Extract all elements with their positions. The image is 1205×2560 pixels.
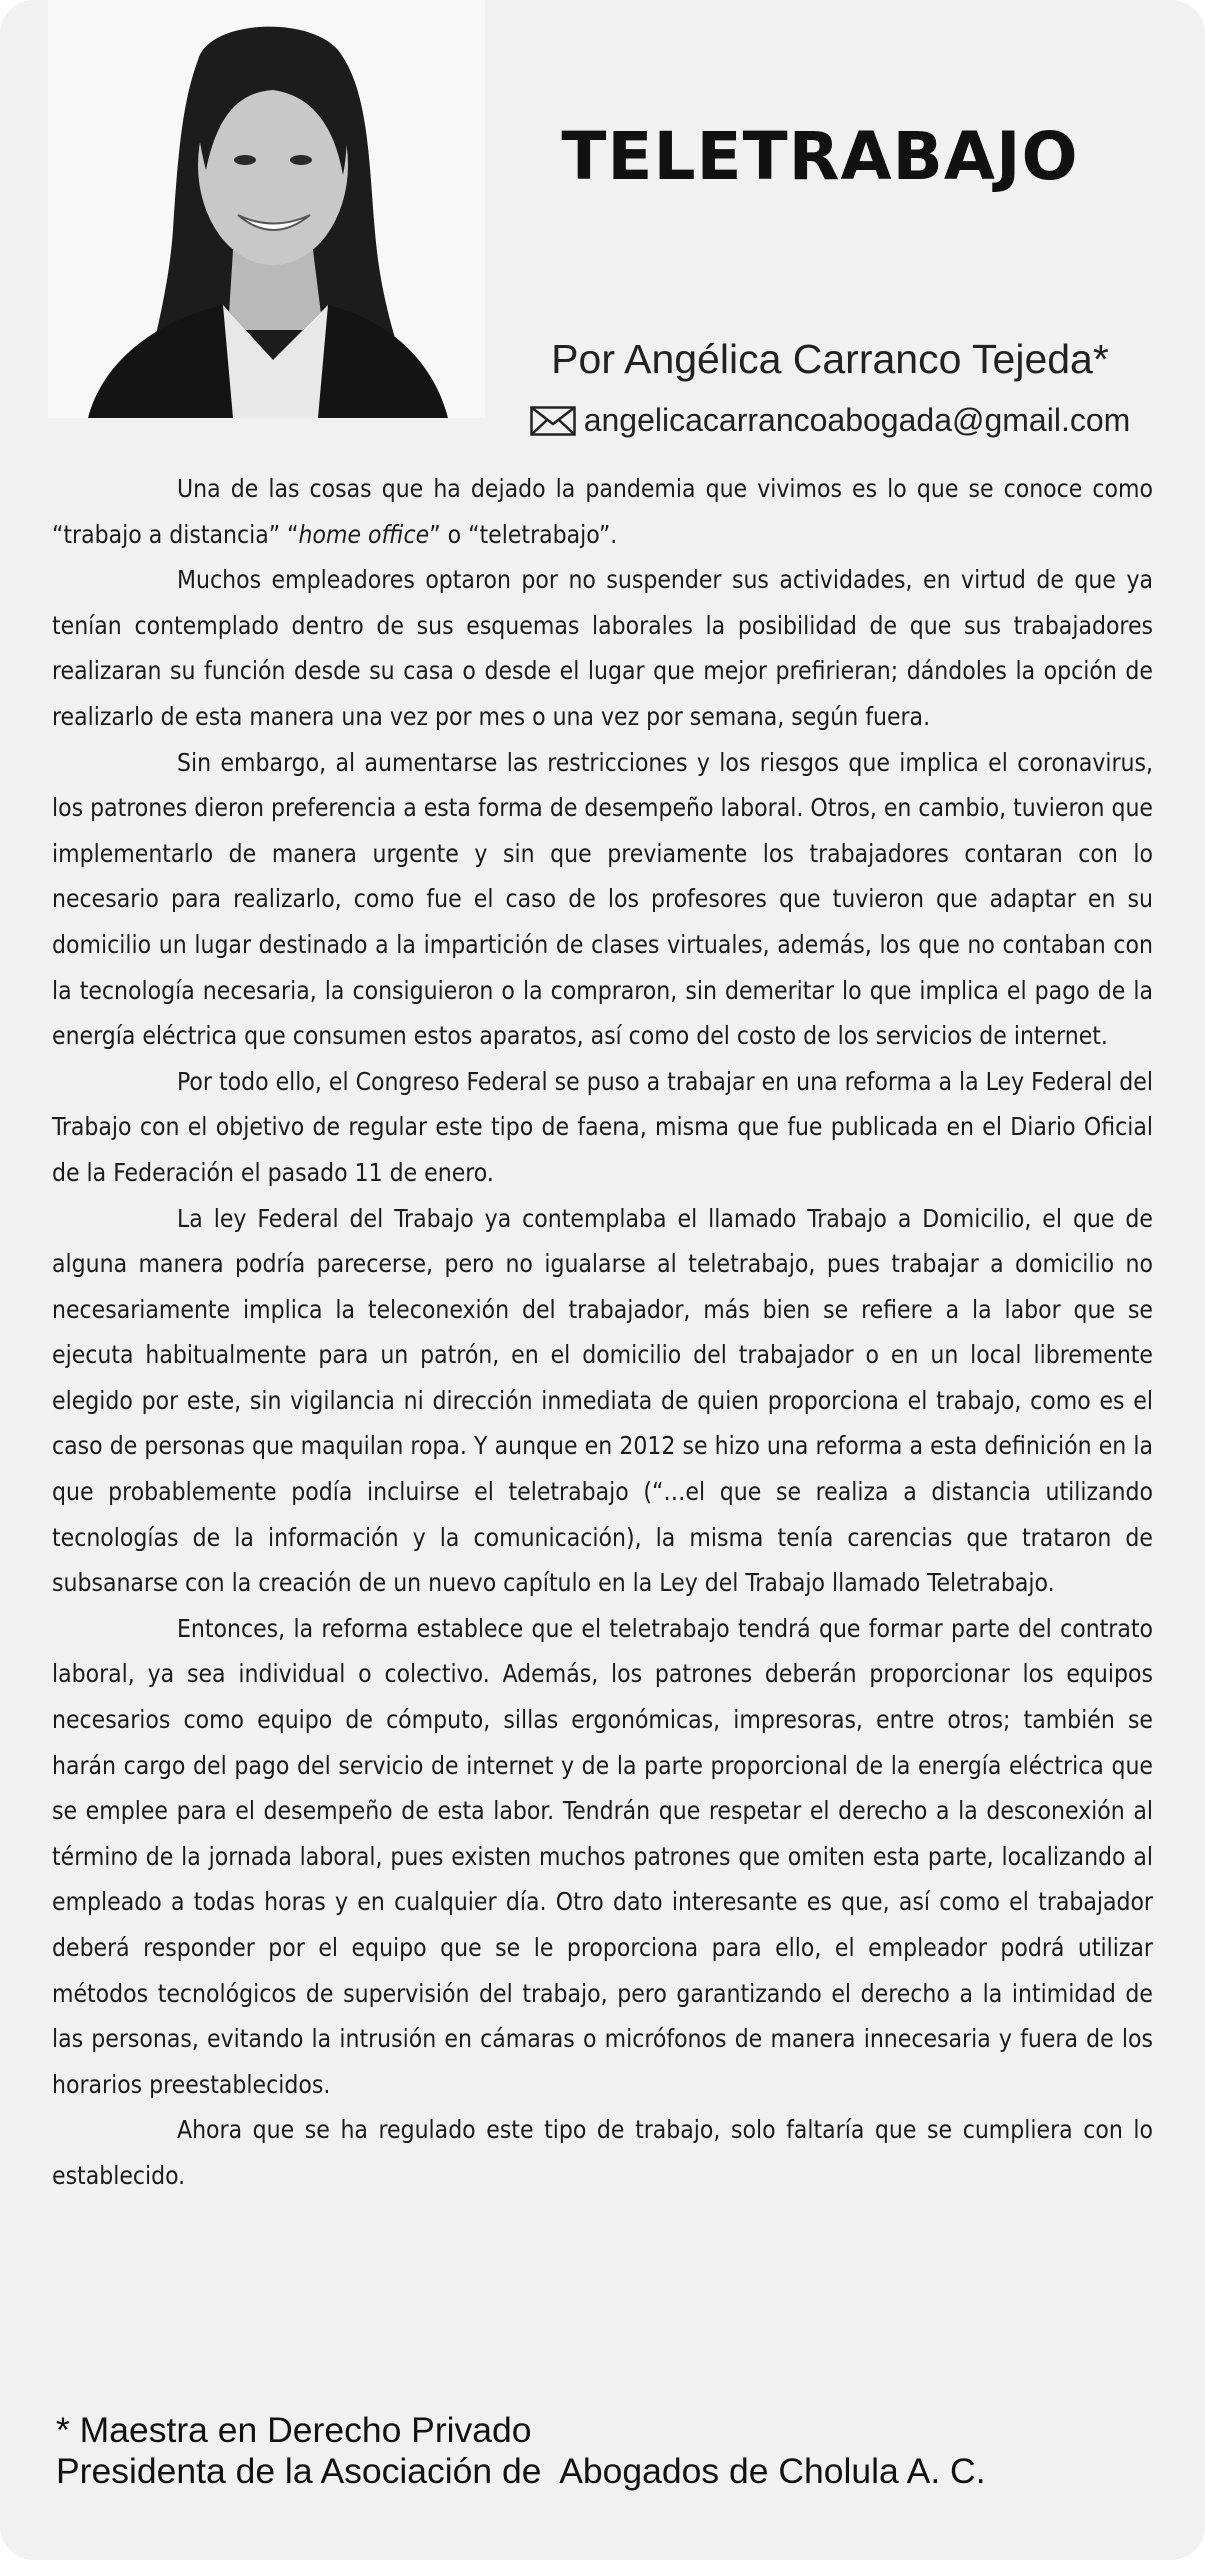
author-portrait [48, 0, 485, 418]
paragraph-4: Por todo ello, el Congreso Federal se puso a trabajar en una reforma a la Ley Federal del Trabajo con el objetivo de regular este tipo de faena, misma que fue publicada en el Diario Oficial de la Federación el pasado 11 de enero. [52, 1066, 1153, 1187]
paragraph-1 [52, 466, 1153, 557]
credential-line-2: Presidenta de la Asociación de Abogados de Cholula A. C. [56, 2451, 986, 2491]
paragraph-1-text-a: Una de las cosas que ha dejado la pandemia que vivimos es lo que se conoce como “trabajo a distancia” “ [52, 474, 1153, 549]
author-email: angelicacarrancoabogada@gmail.com [583, 402, 1131, 438]
envelope-icon [530, 406, 576, 436]
paragraph-7: Ahora que se ha regulado este tipo de trabajo, solo faltaría que se cumpliera con lo establecido. [52, 2115, 1153, 2190]
paragraph-3: Sin embargo, al aumentarse las restricciones y los riesgos que implica el coronavirus, los patrones dieron preferencia a esta forma de desempeño laboral. Otros, en cambio, tuvieron que implementarlo de manera urgente y sin que previamente los trabajadores contaran con lo necesario para realizarlo, como fue el caso de los profesores que tuvieron que adaptar en su domicilio un lugar destinado a la impartición de clases virtuales, además, los que no contaban con la tecnología necesaria, la consiguieron o la compraron, sin demeritar lo que implica el pago de la energía eléctrica que consumen estos aparatos, así como del costo de los servicios de internet. [52, 747, 1153, 1051]
author-byline: Por Angélica Carranco Tejeda* [551, 336, 1109, 382]
paragraph-2: Muchos empleadores optaron por no suspender sus actividades, en virtud de que ya tenían contemplado dentro de sus esquemas laborales la posibilidad de que sus trabajadores realizaran su función desde su casa o desde el lugar que mejor prefirieran; dándoles la opción de realizarlo de esta manera una vez por mes o una vez por semana, según fuera. [52, 565, 1153, 731]
paragraph-1-emphasis: home office [298, 519, 430, 549]
author-photo [48, 0, 485, 418]
article-body [52, 466, 1153, 2199]
paragraph-5: La ley Federal del Trabajo ya contemplaba el llamado Trabajo a Domicilio, el que de alguna manera podría parecerse, pero no igualarse al teletrabajo, pues trabajar a domicilio no necesariamente implica la teleconexión del trabajador, más bien se refiere a la labor que se ejecuta habitualmente para un patrón, en el domicilio del trabajador o en un local libremente elegido por este, sin vigilancia ni dirección inmediata de quien proporciona el trabajo, como es el caso de personas que maquilan ropa. Y aunque en 2012 se hizo una reforma a esta definición en la que probablemente podía incluirse el teletrabajo (“…el que se realiza a distancia utilizando tecnologías de la información y la comunicación), la misma tenía carencias que trataron de subsanarse con la creación de un nuevo capítulo en la Ley del Trabajo llamado Teletrabajo. [52, 1203, 1153, 1598]
article-title: TELETRABAJO [561, 118, 1079, 195]
credential-line-1: * Maestra en Derecho Privado [56, 2410, 532, 2450]
paragraph-6: Entonces, la reforma establece que el teletrabajo tendrá que formar parte del contrato laboral, ya sea individual o colectivo. Además, los patrones deberán proporcionar los equipos necesarios como equipo de cómputo, sillas ergonómicas, impresoras, entre otros; también se harán cargo del pago del servicio de internet y de la parte proporcional de la energía eléctrica que se emplee para el desempeño de esta labor. Tendrán que respetar el derecho a la desconexión al término de la jornada laboral, pues existen muchos patrones que omiten esta parte, localizando al empleado a todas horas y en cualquier día. Otro dato interesante es que, así como el trabajador deberá responder por el equipo que se le proporciona para ello, el empleador podrá utilizar métodos tecnológicos de supervisión del trabajo, pero garantizando el derecho a la intimidad de las personas, evitando la intrusión en cámaras o micrófonos de manera innecesaria y fuera de los horarios preestablecidos. [52, 1613, 1153, 2099]
paragraph-1-text-b: ” o “teletrabajo”. [429, 519, 618, 549]
email-row [500, 402, 1160, 439]
author-credentials [56, 2410, 1156, 2492]
